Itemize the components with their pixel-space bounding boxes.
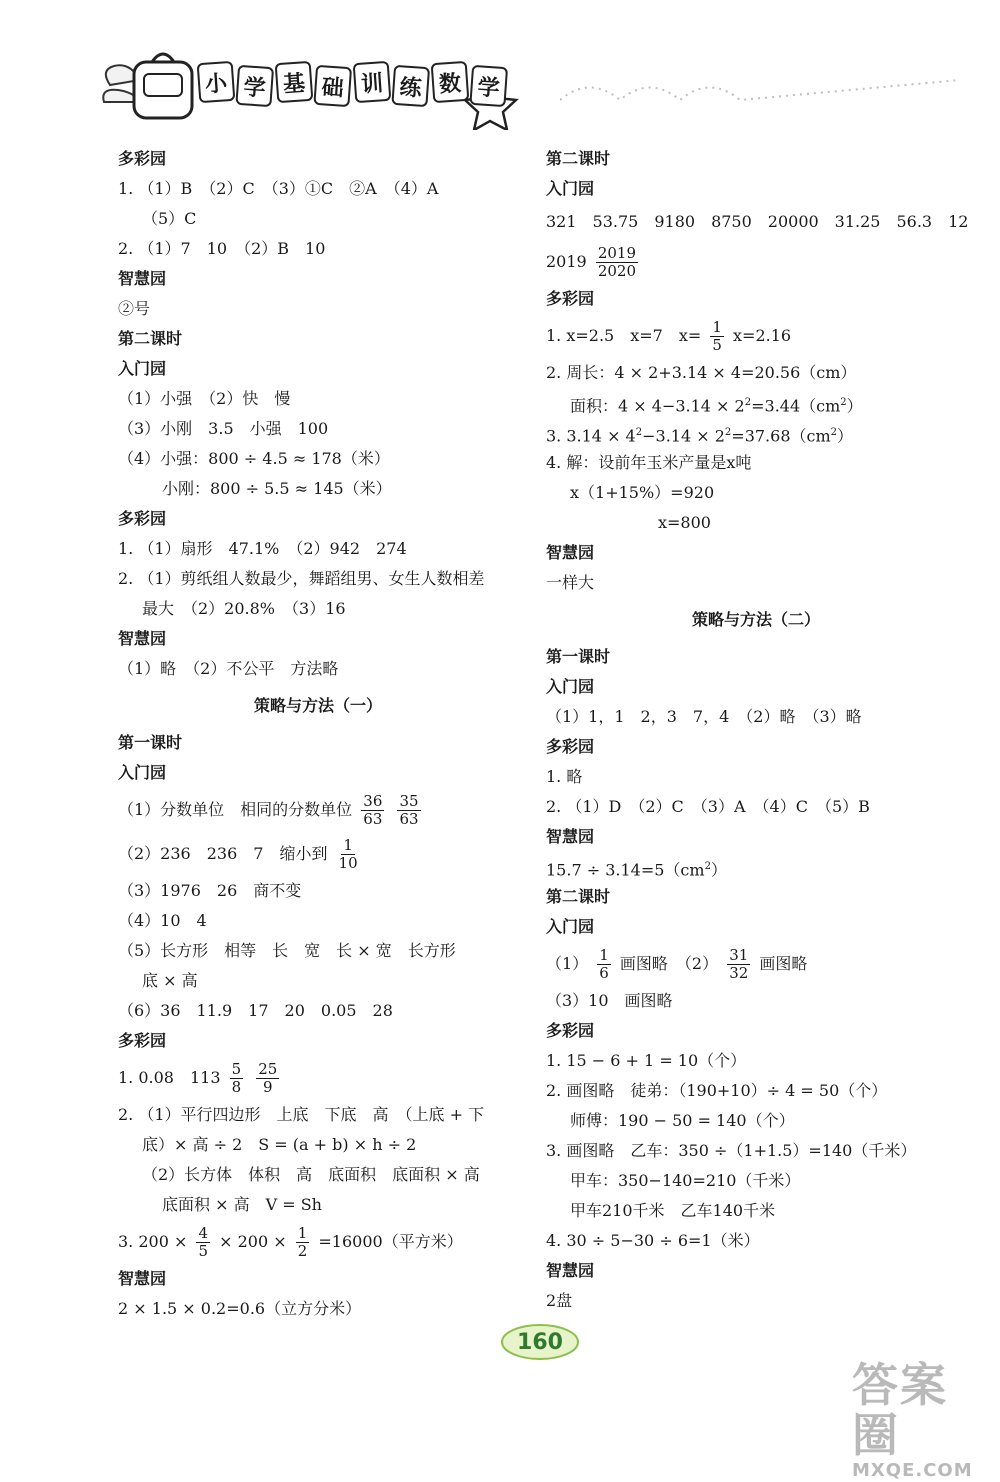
- fraction: [597, 947, 611, 982]
- section-heading: 智慧园: [546, 543, 595, 562]
- answer-text: 1. 0.08 113: [118, 1068, 221, 1087]
- denominator: 8: [231, 1078, 242, 1096]
- answer-line: 2 × 1.5 × 0.2=0.6（立方分米）: [118, 1299, 362, 1318]
- answer-text: −3.14 × 2: [642, 426, 725, 446]
- answer-line: （1）略 （2）不公平 方法略: [118, 659, 339, 678]
- answer-line: （4）10 4: [118, 911, 207, 930]
- answer-text: ）: [846, 396, 863, 416]
- answer-line: 甲车：350−140=210（千米）: [570, 1171, 801, 1190]
- answer-line: 底）× 高 ÷ 2 S = (a + b) × h ÷ 2: [142, 1135, 417, 1154]
- answer-line: [118, 788, 518, 832]
- denominator: 5: [712, 336, 722, 354]
- answer-line: [546, 388, 966, 418]
- title-char: 学: [235, 65, 274, 107]
- numerator: 25: [258, 1060, 278, 1078]
- numerator: 4: [198, 1224, 209, 1242]
- answer-line: （5）长方形 相等 长 宽 长 × 宽 长方形: [118, 941, 456, 960]
- denominator: 63: [363, 810, 383, 828]
- exponent: 2: [704, 861, 711, 872]
- numerator: 1: [599, 946, 609, 964]
- numerator: 1: [343, 836, 353, 854]
- answer-line: （5）C: [142, 209, 197, 228]
- fraction: [397, 793, 420, 828]
- page-number-text: 160: [517, 1329, 563, 1355]
- answer-line: （4）小强：800 ÷ 4.5 ≈ 178（米）: [118, 449, 390, 468]
- title-char: 练: [391, 65, 430, 107]
- answer-line: 2. （1）D （2）C （3）A （4）C （5）B: [546, 797, 870, 816]
- numerator: 31: [729, 946, 749, 964]
- fraction: [596, 245, 638, 280]
- answer-text: =16000（平方米）: [318, 1232, 463, 1251]
- answer-line: 1. （1）扇形 47.1% （2）942 274: [118, 539, 407, 558]
- answer-text: 画图略 （2）: [619, 954, 719, 973]
- watermark-logo: 答案圈: [852, 1358, 948, 1462]
- answer-line: 4. 30 ÷ 5−30 ÷ 6=1（米）: [546, 1231, 760, 1250]
- answer-line: x（1+15%）=920: [570, 483, 715, 502]
- answer-text: 2019: [546, 252, 587, 271]
- section-heading: 智慧园: [118, 1269, 167, 1288]
- lesson-heading: 第一课时: [546, 647, 611, 666]
- answer-line: [546, 852, 966, 882]
- section-heading: 入门园: [546, 917, 595, 936]
- title-char: 基: [275, 61, 314, 103]
- title-char: 础: [313, 65, 352, 107]
- lesson-heading: 第二课时: [118, 329, 183, 348]
- numerator: 2019: [597, 244, 636, 262]
- answer-text: （1）分数单位 相同的分数单位: [118, 800, 353, 819]
- answer-line: 2. 周长：4 × 2+3.14 × 4=20.56（cm）: [546, 363, 857, 382]
- denominator: 6: [599, 964, 609, 982]
- answer-text: ）: [710, 860, 727, 880]
- title-char: 训: [353, 61, 392, 103]
- section-heading: 多彩园: [118, 509, 167, 528]
- exponent: 2: [635, 427, 643, 438]
- answer-line: 2. （1）平行四边形 上底 下底 高 （上底 + 下: [118, 1105, 485, 1124]
- denominator: 63: [399, 810, 419, 828]
- fraction: [196, 1225, 210, 1260]
- answer-text: ）: [837, 426, 854, 446]
- title-char: 学: [469, 65, 508, 107]
- answer-line: 底 × 高: [142, 971, 198, 990]
- fraction: [296, 1225, 310, 1260]
- answer-line: （2）长方体 体积 高 底面积 底面积 × 高: [142, 1165, 480, 1184]
- answer-line: 321 53.75 9180 8750 20000 31.25 56.3 12: [546, 212, 969, 231]
- section-heading: 入门园: [118, 763, 167, 782]
- title-char: 数: [431, 61, 470, 103]
- answer-line: [118, 1056, 518, 1100]
- denominator: 10: [338, 854, 358, 872]
- section-heading: 智慧园: [546, 827, 595, 846]
- lesson-heading: 第二课时: [546, 149, 611, 168]
- answer-line: 1. 15 − 6 + 1 = 10（个）: [546, 1051, 747, 1070]
- section-heading: 入门园: [546, 677, 595, 696]
- dotted-decoration: [560, 70, 960, 110]
- fraction: [361, 793, 384, 828]
- chapter-title: 策略与方法（二）: [691, 610, 820, 629]
- lesson-heading: 第二课时: [546, 887, 611, 906]
- answer-line: 2盘: [546, 1291, 573, 1310]
- answer-line: [546, 942, 966, 986]
- answer-text: x=2.16: [733, 326, 792, 345]
- section-heading: 多彩园: [118, 149, 167, 168]
- section-heading: 入门园: [118, 359, 167, 378]
- fraction: [727, 947, 750, 982]
- left-column: [118, 144, 518, 1324]
- chapter-title: 策略与方法（一）: [253, 696, 382, 715]
- answer-text: × 200 ×: [219, 1232, 287, 1251]
- answer-text: 面积：4 × 4−3.14 × 2: [570, 396, 745, 416]
- section-heading: 多彩园: [546, 1021, 595, 1040]
- exponent: 2: [840, 397, 847, 408]
- answer-line: （3）小刚 3.5 小强 100: [118, 419, 329, 438]
- answer-line: （1）小强 （2）快 慢: [118, 389, 291, 408]
- answer-line: 4. 解：设前年玉米产量是x吨: [546, 453, 752, 472]
- right-column: [546, 144, 969, 1316]
- section-heading: 智慧园: [546, 1261, 595, 1280]
- answer-line: 甲车210千米 乙车140千米: [570, 1201, 776, 1220]
- denominator: 5: [198, 1242, 209, 1260]
- fraction: [710, 319, 724, 354]
- answer-text: （1）: [546, 954, 589, 973]
- section-heading: 智慧园: [118, 629, 167, 648]
- page-number: [500, 1322, 580, 1362]
- fraction: [337, 837, 360, 872]
- section-heading: 多彩园: [546, 737, 595, 756]
- section-heading: 入门园: [546, 179, 595, 198]
- section-heading: 智慧园: [118, 269, 167, 288]
- answer-line: （1）1，1 2，3 7，4 （2）略 （3）略: [546, 707, 862, 726]
- answer-line: [118, 1220, 518, 1264]
- watermark: [852, 1358, 992, 1481]
- answer-text: 3. 200 ×: [118, 1232, 188, 1251]
- answer-text: 画图略: [759, 954, 808, 973]
- answer-line: 小刚：800 ÷ 5.5 ≈ 145（米）: [162, 479, 392, 498]
- book-series-title: [198, 62, 510, 102]
- denominator: 2020: [597, 262, 636, 280]
- answer-line: （6）36 11.9 17 20 0.05 28: [118, 1001, 393, 1020]
- answer-text: 15.7 ÷ 3.14=5（cm: [546, 860, 705, 880]
- page-header: [0, 0, 1000, 140]
- answer-text: =37.68（cm: [731, 426, 831, 446]
- denominator: 2: [297, 1242, 308, 1260]
- fraction: [230, 1061, 244, 1096]
- exponent: 2: [724, 427, 732, 438]
- answer-text: 1. x=2.5 x=7 x=: [546, 326, 702, 345]
- answer-line: 师傅：190 − 50 = 140（个）: [570, 1111, 795, 1130]
- section-heading: 多彩园: [118, 1031, 167, 1050]
- numerator: 1: [297, 1224, 308, 1242]
- answer-text: =3.44（cm: [751, 396, 841, 416]
- answer-line: 一样大: [546, 573, 595, 592]
- fraction: [256, 1061, 279, 1096]
- answer-line: [546, 240, 966, 284]
- numerator: 36: [363, 792, 383, 810]
- answer-line: 2. 画图略 徒弟：（190+10）÷ 4 = 50（个）: [546, 1081, 888, 1100]
- answer-line: 1. （1）B （2）C （3）①C ②A （4）A: [118, 179, 439, 198]
- exponent: 2: [744, 397, 752, 408]
- answer-text: 3. 3.14 × 4: [546, 426, 636, 446]
- answer-line: 最大 （2）20.8% （3）16: [142, 599, 346, 618]
- answer-line: x=800: [658, 513, 711, 532]
- title-char: 小: [197, 61, 236, 103]
- denominator: 9: [263, 1078, 273, 1096]
- denominator: 32: [729, 964, 749, 982]
- numerator: 1: [712, 318, 722, 336]
- lesson-heading: 第一课时: [118, 733, 183, 752]
- answer-line: [546, 314, 966, 358]
- answer-line: （3）1976 26 商不变: [118, 881, 302, 900]
- numerator: 5: [231, 1060, 242, 1078]
- answer-line: （3）10 画图略: [546, 991, 673, 1010]
- answer-line: [118, 832, 518, 876]
- answer-line: [546, 418, 966, 448]
- numerator: 35: [399, 792, 419, 810]
- answer-text: （2）236 236 7 缩小到: [118, 844, 328, 863]
- exponent: 2: [830, 427, 838, 438]
- section-heading: 多彩园: [546, 289, 595, 308]
- answer-line: 2. （1）剪纸组人数最少，舞蹈组男、女生人数相差: [118, 569, 485, 588]
- answer-line: 底面积 × 高 V = Sh: [162, 1195, 322, 1214]
- answer-line: 1. 略: [546, 767, 583, 786]
- answer-line: 2. （1）7 10 （2）B 10: [118, 239, 326, 258]
- watermark-url: MXQE.COM: [852, 1460, 973, 1481]
- answer-line: 3. 画图略 乙车：350 ÷（1+1.5）=140（千米）: [546, 1141, 917, 1160]
- answer-line: ②号: [118, 299, 151, 318]
